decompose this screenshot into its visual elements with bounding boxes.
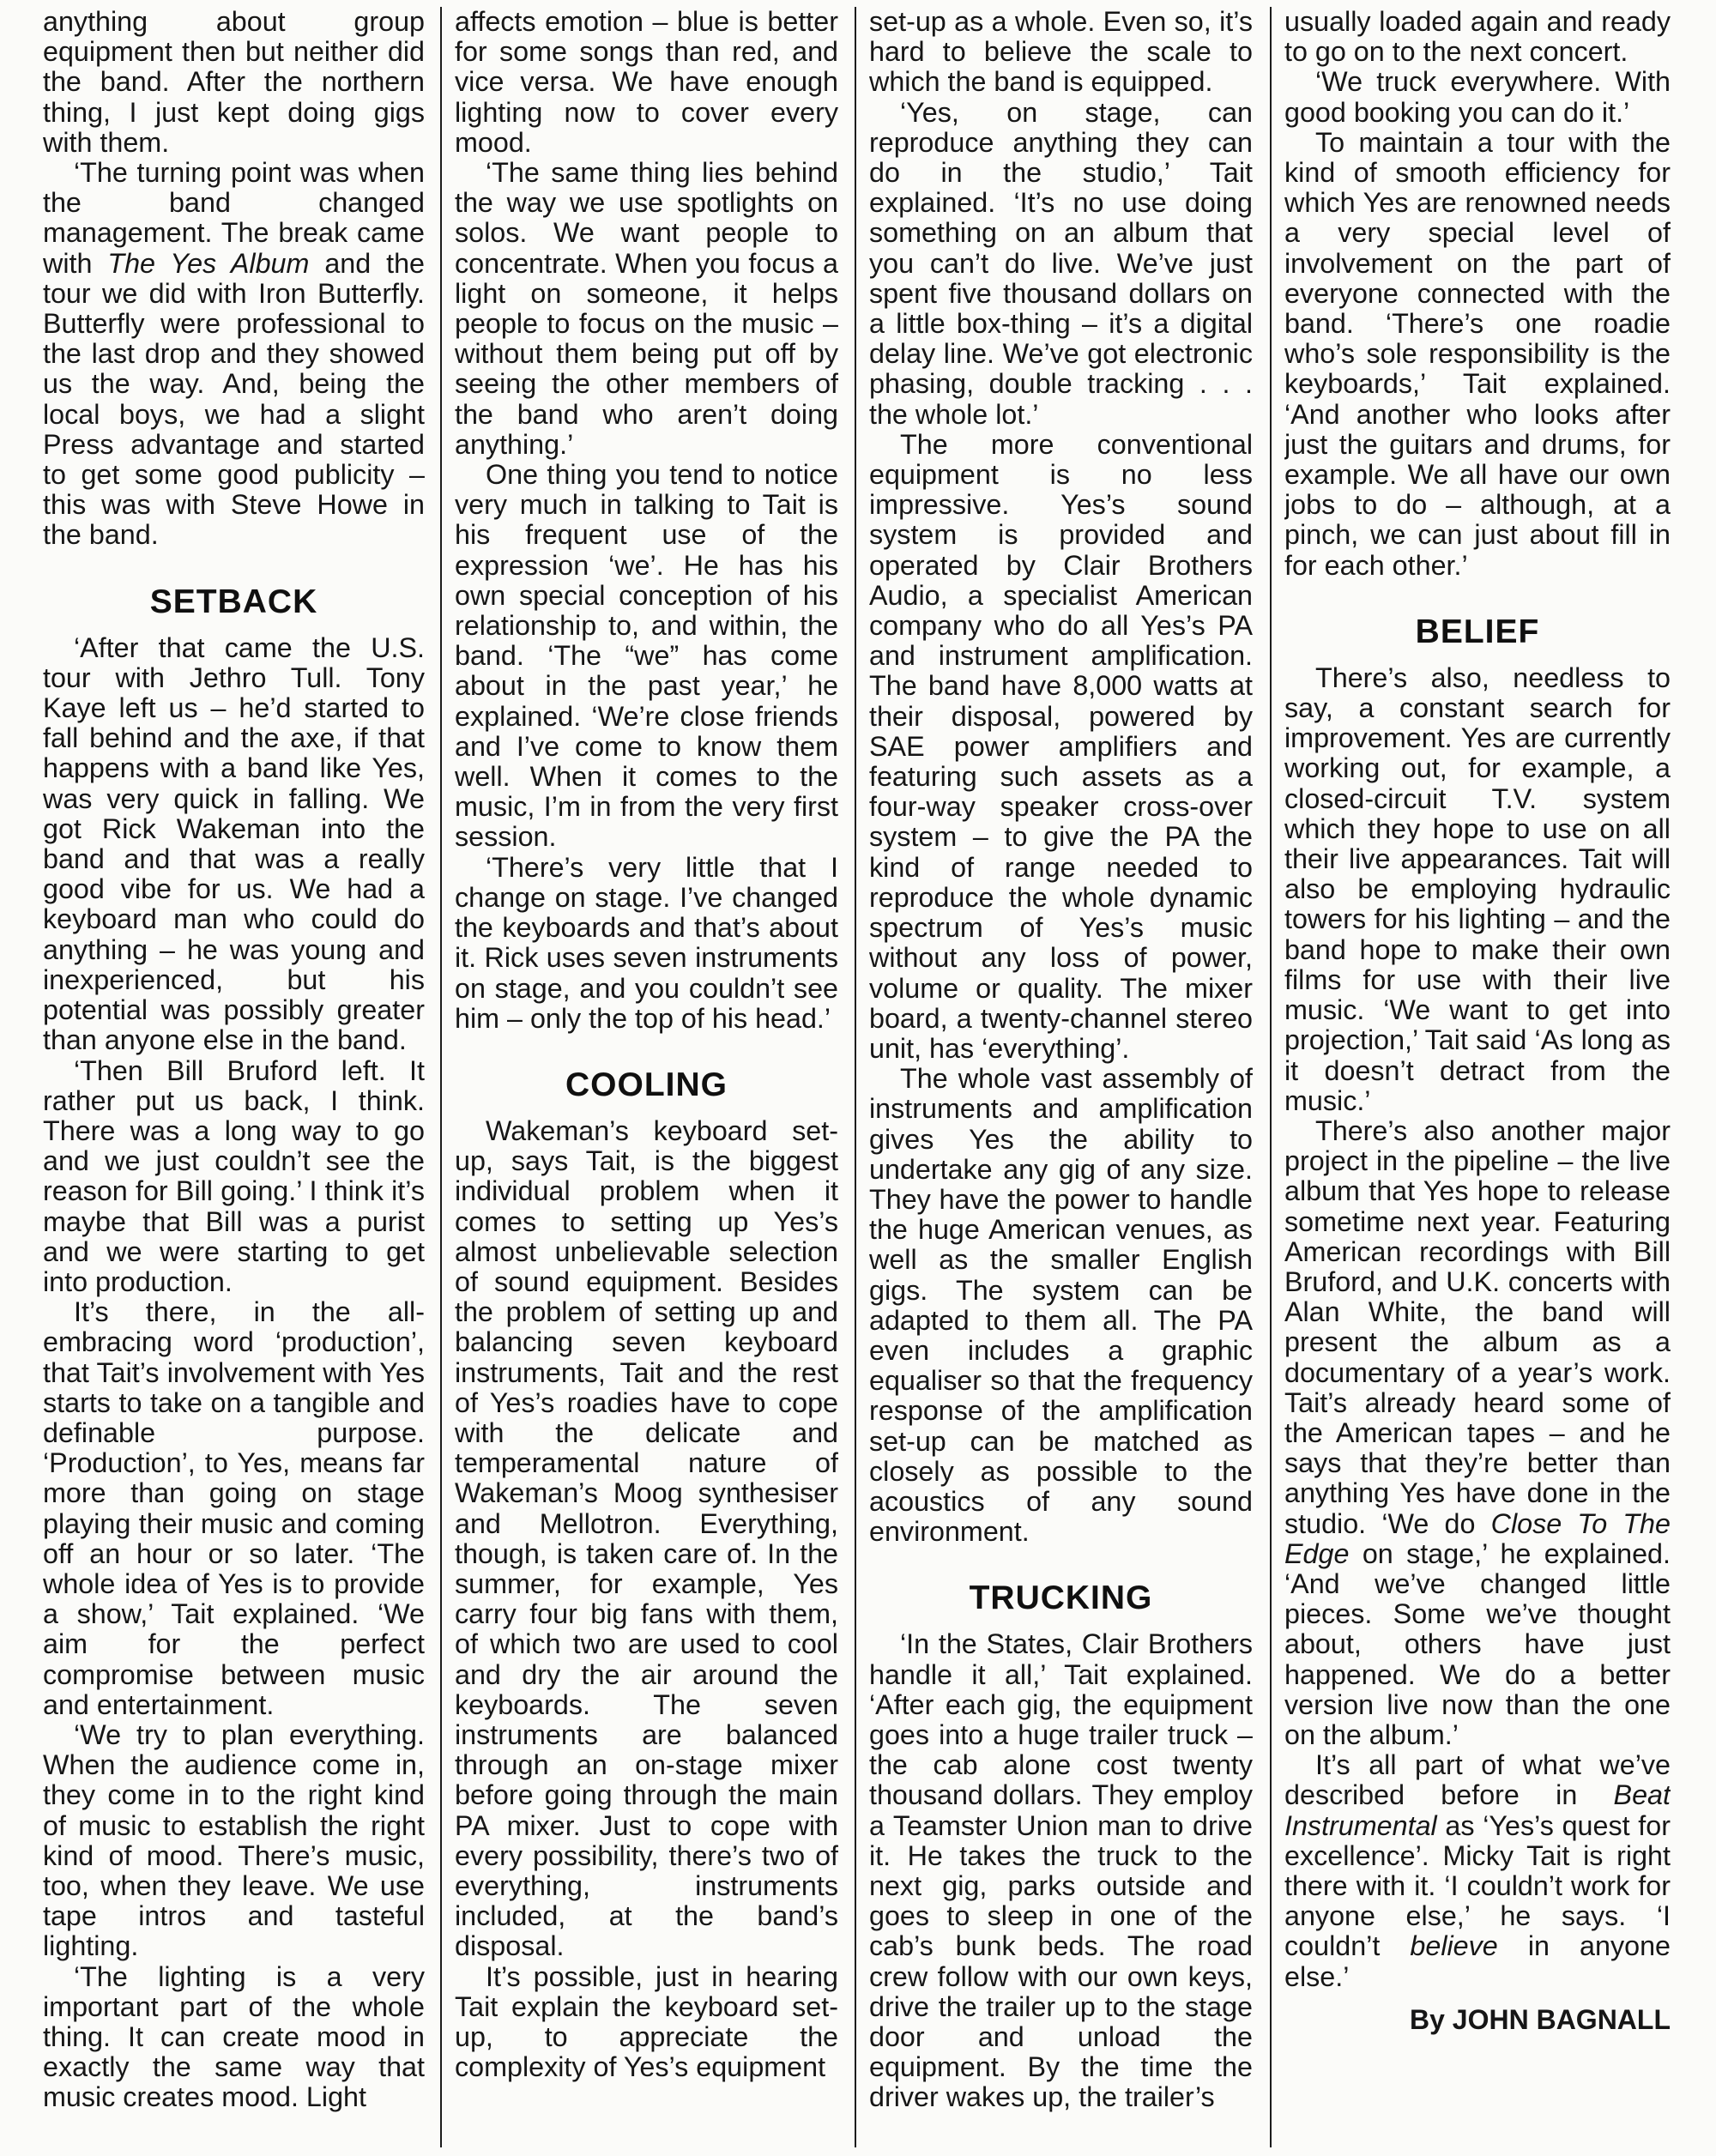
paragraph: Wakeman’s keyboard set-up, says Tait, is the biggest individual problem when it comes to setting up Yes’s almost unbelievable selection of sound equipment. Besides the problem of setting up and balancing seven keyboard instruments, Tait and the rest of Yes’s roadies have to cope with the delicate and temperamental nature of Wakeman’s Moog synthesiser and Mellotron. Everything, though, is taken care of. In the summer, for example, Yes carry four big fans with them, of which two are used to cool and dry the air around the keyboards. The seven instruments are balanced through an on-stage mixer before going through the main PA mixer. Just to cope with every possibility, there’s two of everything, instruments included, at the band’s disposal. — [455, 1114, 838, 1962]
paragraph: It’s possible, just in hearing Tait explain the keyboard set-up, to appreciate the complexity of Yes’s equipment — [455, 1960, 838, 2083]
song-title: Close To The Edge — [1284, 1507, 1671, 1569]
article-column-3 — [869, 7, 1253, 2152]
section-heading: TRUCKING — [969, 1579, 1153, 1617]
paragraph-text: on stage,’ he explained. ‘And we’ve changed little pieces. Some we’ve thought about, others have just happened. We do a better version live now than the one on the album.’ — [1284, 1537, 1671, 1750]
paragraph-text: ‘The turning point was when the band changed management. The break came with — [43, 157, 425, 279]
magazine-title: Beat Instrumental — [1284, 1779, 1671, 1841]
emphasis: believe — [1410, 1930, 1498, 1962]
paragraph: set-up as a whole. Even so, it’s hard to believe the scale to which the band is equipped. — [869, 7, 1253, 98]
article-column-1 — [43, 7, 425, 2152]
paragraph: The whole vast assembly of instruments and amplification gives Yes the ability to undertake any gig of any size. They have the power to handle the huge American venues, as well as the smaller English gigs. The system can be adapted to them all. The PA even includes a graphic equaliser so that the frequency response of the amplification set-up can be matched as closely as possible to the acoustics of any sound environment. — [869, 1063, 1253, 1548]
paragraph: ‘There’s very little that I change on stage. I’ve changed the keyboards and that’s about it. Rick uses seven instruments on stage, and you couldn’t see him – only the top of his head.’ — [455, 851, 838, 1034]
column-divider — [855, 7, 856, 2147]
paragraph: usually loaded again and ready to go on to the next concert. — [1284, 7, 1671, 68]
column-divider — [1270, 7, 1272, 2147]
paragraph: ‘We try to plan everything. When the audience come in, they come in to the right kind of music to establish the right kind of mood. There’s music, too, when they leave. We use tape intros and tasteful lighting. — [43, 1718, 425, 1962]
byline: By JOHN BAGNALL — [1409, 2003, 1671, 2035]
paragraph: ‘Yes, on stage, can reproduce anything they can do in the studio,’ Tait explained. ‘It’s no use doing something on an album that you can’t do live. We’ve just spent five thousand dollars on a little box-thing – it’s a digital delay line. We’ve got electronic phasing, double tracking . . . the whole lot.’ — [869, 96, 1253, 430]
paragraph: affects emotion – blue is better for some songs than red, and vice versa. We have enough lighting now to cover every mood. — [455, 7, 838, 158]
paragraph: ‘Then Bill Bruford left. It rather put us back, I think. There was a long way to go and we just couldn’t see the reason for Bill going.’ I think it’s maybe that Bill was a purist and we were starting to get into production. — [43, 1054, 425, 1297]
paragraph-text: It’s all part of what we’ve described before in — [1284, 1749, 1671, 1811]
paragraph: It’s there, in the all-embracing word ‘production’, that Tait’s involvement with Yes starts to take on a tangible and definable purpose. ‘Production’, to Yes, means far more than going on stage playing their music and coming off an hour or so later. ‘The whole idea of Yes is to provide a show,’ Tait explained. ‘We aim for the perfect compromise between music and entertainment. — [43, 1296, 425, 1720]
paragraph: ‘The same thing lies behind the way we use spotlights on solos. We want people to concentrate. When you focus a light on someone, it helps people to focus on the music – without them being put off by seeing the other members of the band who aren’t doing anything.’ — [455, 157, 838, 460]
paragraph: To maintain a tour with the kind of smooth efficiency for which Yes are renowned needs a very special level of involvement on the part of everyone connected with the band. ‘There’s one roadie who’s sole responsibility is the keyboards,’ Tait explained. ‘And another who looks after just the guitars and drums, for example. We all have our own jobs to do – although, at a pinch, we can just about fill in for each other.’ — [1284, 126, 1671, 581]
paragraph-text: There’s also another major project in the pipeline – the live album that Yes hope to release sometime next year. Featuring American recordings with Bill Bruford, and U.K. concerts with Alan White, the band will present the album as a documentary of a year’s work. Tait’s already heard some of the American tapes – and he says that they’re better than anything Yes have done in the studio. ‘We do — [1284, 1114, 1671, 1539]
paragraph — [43, 158, 425, 551]
album-title: The Yes Album — [107, 247, 310, 279]
paragraph-text: in anyone else.’ — [1284, 1930, 1671, 1992]
column-divider — [440, 7, 442, 2147]
section-heading: BELIEF — [1415, 613, 1540, 650]
article-column-4 — [1284, 7, 1671, 2152]
paragraph — [1284, 1750, 1671, 1992]
paragraph: ‘After that came the U.S. tour with Jethro Tull. Tony Kaye left us – he’d started to fall behind and the axe, if that happens with a band like Yes, was very quick in falling. We got Rick Wakeman into the band and that was a really good vibe for us. We had a keyboard man who could do anything – he was young and inexperienced, but his potential was possibly greater than anyone else in the band. — [43, 631, 425, 1056]
paragraph: The more conventional equipment is no less impressive. Yes’s sound system is provided and operated by Clair Brothers Audio, a specialist American company who do all Yes’s PA and instrument amplification. The band have 8,000 watts at their disposal, powered by SAE power amplifiers and featuring such assets as a four-way speaker cross-over system – to give the PA the kind of range needed to reproduce the whole dynamic spectrum of Yes’s music without any loss of power, volume or quality. The mixer board, a twenty-channel stereo unit, has ‘everything’. — [869, 428, 1253, 1064]
paragraph: There’s also, needless to say, a constant search for improvement. Yes are currently working out, for example, a closed-circuit T.V. system which they hope to use on all their live appearances. Tait will also be employing hydraulic towers for his lighting – and the band hope to make their own films for use with their live music. ‘We want to get into projection,’ Tait said ‘As long as it doesn’t detract from the music.’ — [1284, 661, 1671, 1116]
section-heading: COOLING — [565, 1066, 728, 1103]
article-column-2 — [455, 7, 838, 2152]
section-heading: SETBACK — [149, 583, 318, 620]
paragraph: One thing you tend to notice very much in talking to Tait is his frequent use of the expression ‘we’. He has his own special conception of his relationship to, and within, the band. ‘The “we” has come about in the past year,’ he explained. ‘We’re close friends and I’ve come to know them well. When it comes to the music, I’m in from the very first session. — [455, 459, 838, 853]
paragraph: anything about group equipment then but neither did the band. After the northern thing, I just kept doing gigs with them. — [43, 7, 425, 158]
paragraph-text: as ‘Yes’s quest for excellence’. Micky Tait is right there with it. ‘I couldn’t work for anyone else,’ he says. ‘I couldn’t — [1284, 1809, 1671, 1962]
paragraph: ‘In the States, Clair Brothers handle it all,’ Tait explained. ‘After each gig, the equipment goes into a huge trailer truck – the cab alone cost twenty thousand dollars. They employ a Teamster Union man to drive it. He takes the truck to the next gig, parks outside and goes to sleep in one of the cab’s bunk beds. The road crew follow with our own keys, drive the trailer up to the stage door and unload the equipment. By the time the driver wakes up, the trailer’s — [869, 1628, 1253, 2113]
paragraph-text: and the tour we did with Iron Butterfly. Butterfly were professional to the last drop and they showed us the way. And, being the local boys, we had a slight Press advantage and started to get some good publicity – this was with Steve Howe in the band. — [43, 247, 425, 551]
paragraph — [1284, 1116, 1671, 1750]
paragraph: ‘We truck everywhere. With good booking you can do it.’ — [1284, 66, 1671, 128]
paragraph: ‘The lighting is a very important part of the whole thing. It can create mood in exactly the same way that music creates mood. Light — [43, 1960, 425, 2113]
